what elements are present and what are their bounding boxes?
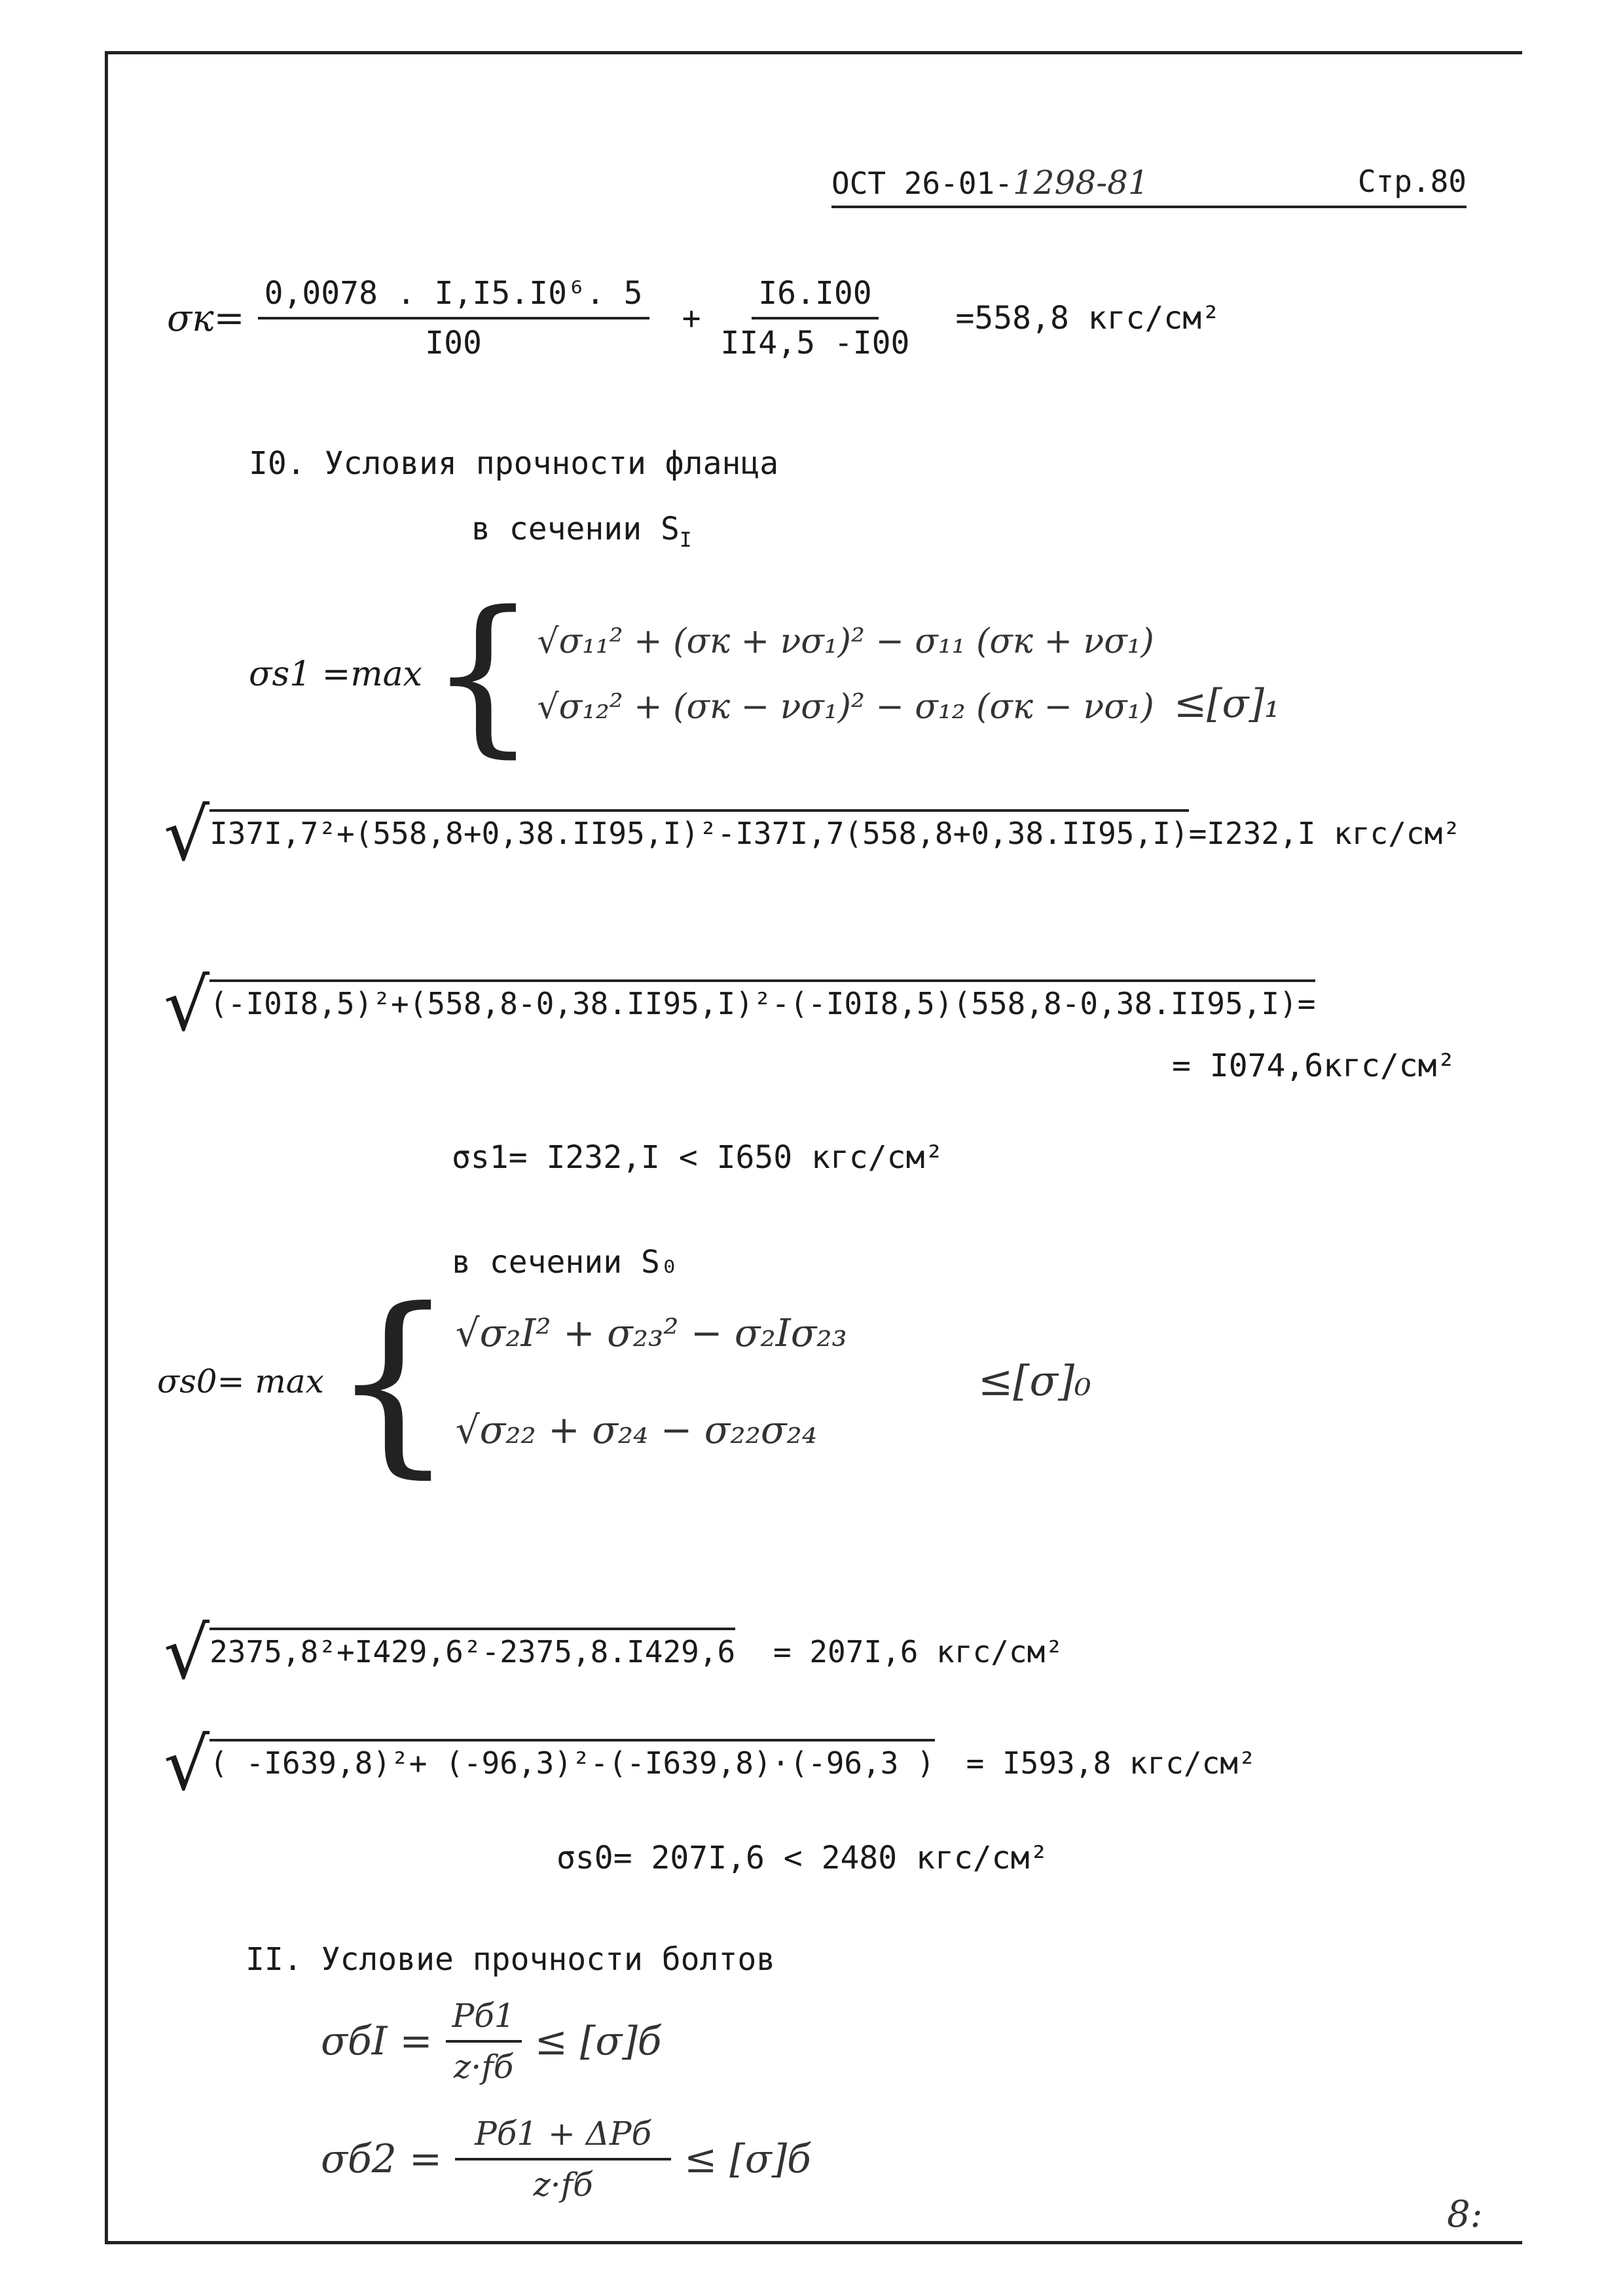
formula-sigma-k <box>167 275 1220 361</box>
bolt-formula-2-rhs: ≤ [σ]б <box>684 2136 811 2182</box>
conclusion-2: σs0= 207I,6 < 2480 кгс/см² <box>556 1840 1049 1876</box>
max-formula-2-rhs: ≤[σ]₀ <box>977 1357 1091 1406</box>
bolt-formula-1-rhs: ≤ [σ]б <box>534 2018 662 2064</box>
bolt-formula-2-den: z·fб <box>533 2166 593 2204</box>
section-11-title: II. Условие прочности болтов <box>246 1941 776 1978</box>
left-brace: { <box>330 1267 456 1495</box>
max-formula-2-lines <box>456 1311 847 1452</box>
calc-line-3 <box>164 1611 1064 1695</box>
calc-line-2 <box>164 963 1316 1047</box>
max-formula-1-rhs: ≤[σ]₁ <box>1173 681 1280 727</box>
max-formula-2-lhs: σs0= max <box>157 1362 324 1400</box>
sqrt-sign: √ <box>164 1611 210 1695</box>
bolt-formula-1-frac <box>446 1997 522 2086</box>
max-formula-1-lhs: σs1 =max <box>249 655 423 694</box>
bolt-formula-2-num: Pб1 + ΔPб <box>455 2115 671 2160</box>
section-10-sub1 <box>471 511 692 552</box>
fraction-2-den: II4,5 -I00 <box>720 325 910 361</box>
fraction-2 <box>714 275 916 361</box>
calc-1-expression: I37I,7²+(558,8+0,38.II95,I)²-I37I,7(558,8+0,38.II95,I) <box>210 809 1189 851</box>
sqrt-sign: √ <box>164 793 210 877</box>
sqrt-sign: √ <box>164 1722 210 1806</box>
bolt-formula-1-num: Pб1 <box>446 1997 522 2043</box>
max-formula-2-line1: √σ₂I² + σ₂₃² − σ₂Iσ₂₃ <box>455 1311 847 1355</box>
fraction-1 <box>258 275 649 361</box>
fraction-2-num: I6.I00 <box>752 275 878 319</box>
bolt-formula-2-frac <box>455 2115 671 2204</box>
left-brace: { <box>429 575 538 773</box>
max-formula-2-line2: √σ₂₂ + σ₂₄ − σ₂₂σ₂₄ <box>455 1408 817 1452</box>
section-10-title: I0. Условия прочности фланца <box>249 445 779 482</box>
formula-result: =558,8 кгс/см² <box>955 300 1221 337</box>
max-formula-1 <box>249 575 1280 773</box>
plus-sign: + <box>682 300 701 337</box>
max-formula-2 <box>157 1267 1091 1495</box>
fraction-1-num: 0,0078 . I,I5.I0⁶. 5 <box>258 275 649 319</box>
calc-4-result: = I593,8 кгс/см² <box>966 1745 1256 1781</box>
sqrt-sign: √ <box>164 963 210 1047</box>
calc-line-4 <box>164 1722 1256 1806</box>
formula-lhs: σк= <box>167 297 245 340</box>
bolt-formula-1-den: z·fб <box>453 2048 514 2086</box>
ost-number: 1298-81 <box>1012 164 1149 202</box>
max-formula-1-line2: √σ₁₂² + (σк − νσ₁)² − σ₁₂ (σк − νσ₁) <box>537 687 1154 727</box>
section-10-sub2: в сечении S₀ <box>452 1244 679 1281</box>
calc-4-expression: ( -I639,8)²+ (-96,3)²-(-I639,8)·(-96,3 ) <box>210 1739 935 1781</box>
bolt-formula-1 <box>321 1997 661 2086</box>
calc-2-result: = I074,6кгс/см² <box>1172 1048 1456 1084</box>
calc-line-1 <box>164 793 1461 877</box>
section-sub1-index: I <box>679 528 692 552</box>
bolt-formula-2 <box>321 2115 811 2204</box>
calc-3-expression: 2375,8²+I429,6²-2375,8.I429,6 <box>210 1628 735 1669</box>
conclusion-1: σs1= I232,I < I650 кгс/см² <box>452 1139 944 1176</box>
ost-code: ОСТ 26-01- <box>831 166 1013 201</box>
fraction-1-den: I00 <box>425 325 482 361</box>
bolt-formula-2-lhs: σб2 = <box>321 2136 443 2182</box>
section-sub1-text: в сечении S <box>471 511 680 547</box>
page-number: Стр.80 <box>1357 164 1467 199</box>
calc-1-result: =I232,I кгс/см² <box>1188 816 1461 851</box>
max-formula-1-line1: √σ₁₁² + (σк + νσ₁)² − σ₁₁ (σк + νσ₁) <box>537 622 1154 661</box>
calc-3-result: = 207I,6 кгс/см² <box>773 1634 1064 1669</box>
calc-2-expression: (-I0I8,5)²+(558,8-0,38.II95,I)²-(-I0I8,5)(558,8-0,38.II95,I)= <box>210 979 1315 1021</box>
max-formula-1-lines <box>537 622 1154 727</box>
document-header <box>831 164 1467 208</box>
bolt-formula-1-lhs: σбI = <box>321 2018 433 2064</box>
footer-mark: 8: <box>1447 2193 1483 2236</box>
